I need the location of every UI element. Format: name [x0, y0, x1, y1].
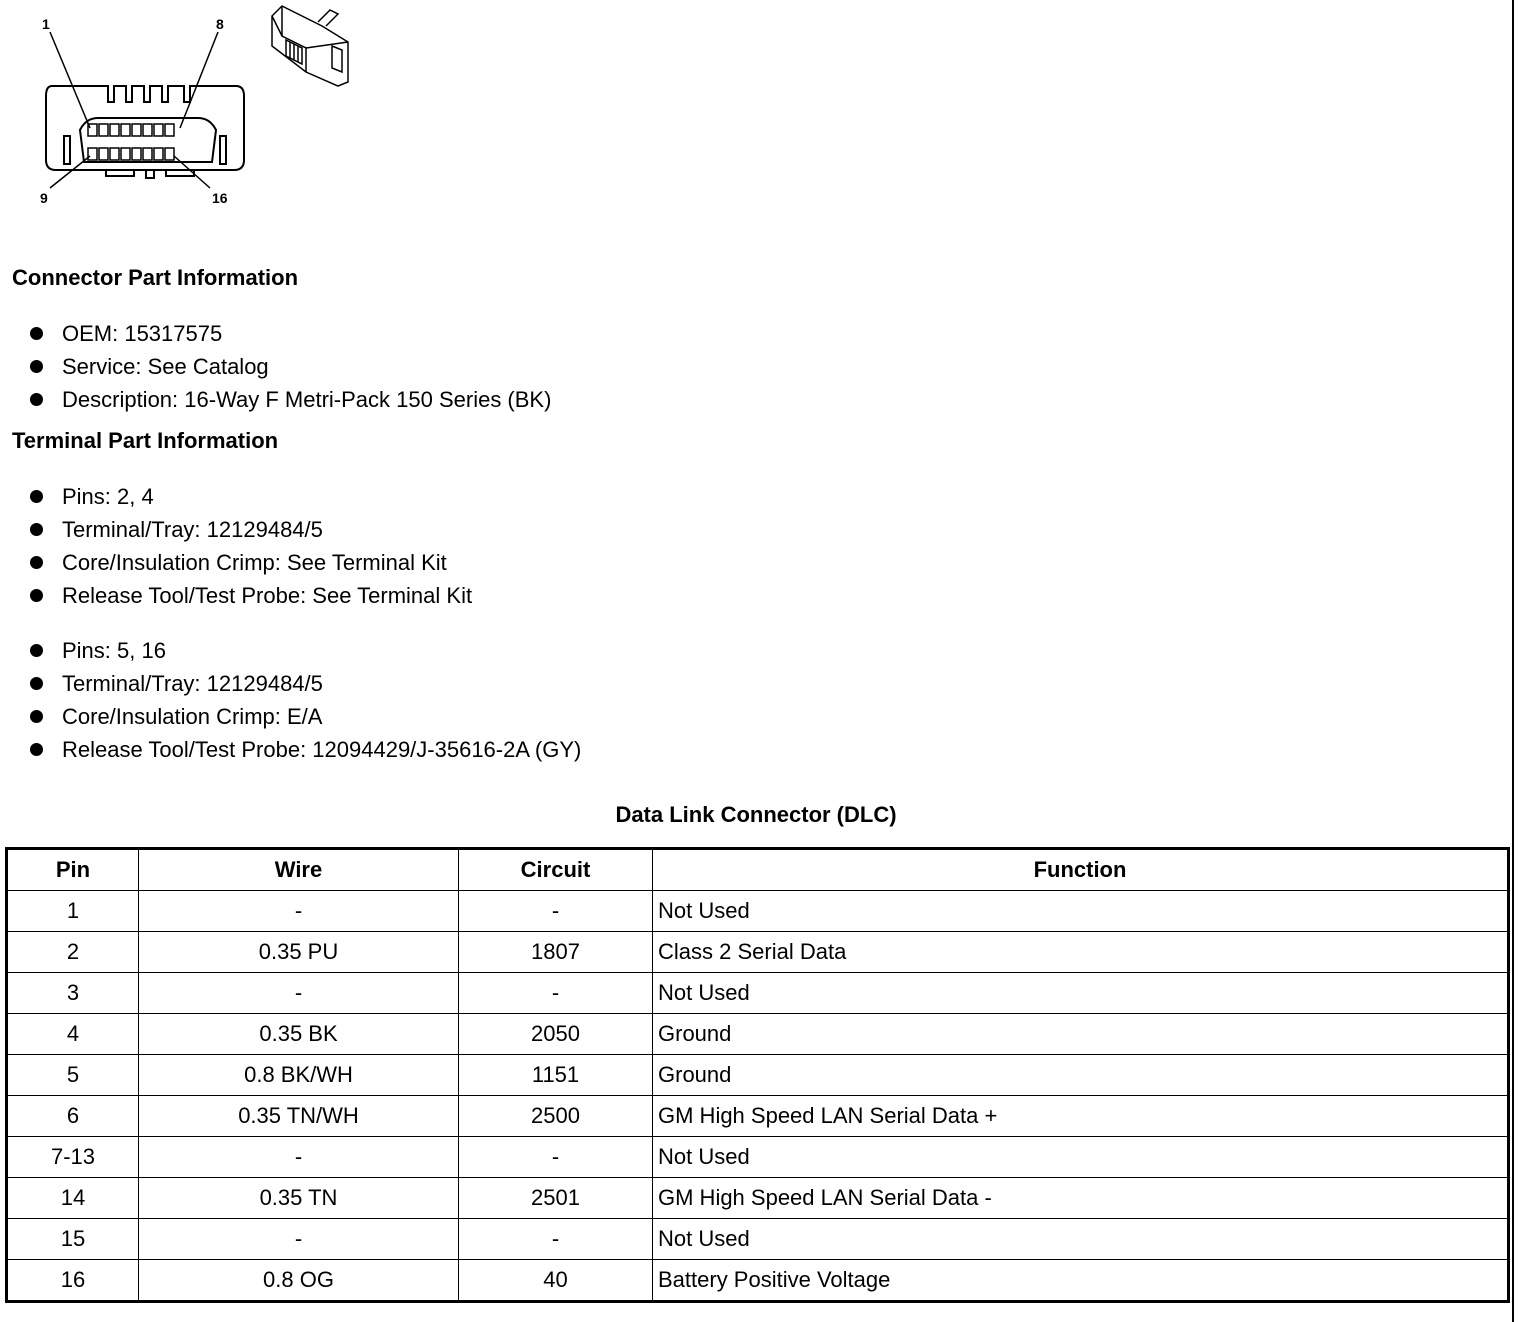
list-item-text: Terminal/Tray: 12129484/5 — [62, 671, 323, 696]
table-header-row — [7, 849, 1509, 891]
cell-wire: 0.8 OG — [139, 1260, 459, 1302]
bullet-icon — [30, 589, 43, 602]
cell-function: Battery Positive Voltage — [653, 1260, 1509, 1302]
bullet-icon — [30, 743, 43, 756]
table-row — [7, 973, 1509, 1014]
cell-pin: 2 — [7, 932, 139, 973]
header-function: Function — [653, 849, 1509, 891]
list-item-text: Core/Insulation Crimp: See Terminal Kit — [62, 550, 447, 575]
cell-circuit: - — [459, 1137, 653, 1178]
cell-circuit: 2500 — [459, 1096, 653, 1137]
cell-pin: 6 — [7, 1096, 139, 1137]
bullet-icon — [30, 644, 43, 657]
bullet-icon — [30, 490, 43, 503]
list-item-text: Service: See Catalog — [62, 354, 269, 379]
cell-circuit: 1151 — [459, 1055, 653, 1096]
cell-circuit: 2501 — [459, 1178, 653, 1219]
table-row — [7, 891, 1509, 932]
pin-8-label: 8 — [216, 16, 224, 32]
list-item — [30, 317, 551, 350]
cell-wire: - — [139, 1137, 459, 1178]
cell-pin: 3 — [7, 973, 139, 1014]
cell-function: Class 2 Serial Data — [653, 932, 1509, 973]
bullet-icon — [30, 360, 43, 373]
dlc-pinout-table — [5, 847, 1510, 1303]
list-item-text: OEM: 15317575 — [62, 321, 223, 346]
pin-1-label: 1 — [42, 16, 50, 32]
bullet-icon — [30, 327, 43, 340]
cell-circuit: - — [459, 1219, 653, 1260]
cell-wire: 0.35 PU — [139, 932, 459, 973]
cell-wire: - — [139, 973, 459, 1014]
cell-wire: 0.35 BK — [139, 1014, 459, 1055]
cell-pin: 16 — [7, 1260, 139, 1302]
bullet-icon — [30, 556, 43, 569]
cell-wire: - — [139, 1219, 459, 1260]
cell-circuit: - — [459, 891, 653, 932]
cell-function: GM High Speed LAN Serial Data + — [653, 1096, 1509, 1137]
cell-function: Not Used — [653, 1219, 1509, 1260]
header-wire: Wire — [139, 849, 459, 891]
cell-wire: 0.8 BK/WH — [139, 1055, 459, 1096]
connector-face-drawing — [30, 10, 270, 210]
table-row — [7, 1178, 1509, 1219]
cell-function: Not Used — [653, 973, 1509, 1014]
list-item-text: Core/Insulation Crimp: E/A — [62, 704, 323, 729]
cell-wire: 0.35 TN — [139, 1178, 459, 1219]
cell-wire: 0.35 TN/WH — [139, 1096, 459, 1137]
cell-circuit: 1807 — [459, 932, 653, 973]
cell-pin: 1 — [7, 891, 139, 932]
table-row — [7, 1055, 1509, 1096]
cell-pin: 4 — [7, 1014, 139, 1055]
list-item — [30, 579, 472, 612]
list-item-text: Pins: 2, 4 — [62, 484, 154, 509]
list-item — [30, 546, 472, 579]
connector-info-list — [30, 317, 551, 416]
list-item — [30, 700, 581, 733]
cell-function: Ground — [653, 1014, 1509, 1055]
list-item-text: Pins: 5, 16 — [62, 638, 166, 663]
list-item — [30, 634, 581, 667]
bullet-icon — [30, 710, 43, 723]
list-item — [30, 513, 472, 546]
cell-circuit: 40 — [459, 1260, 653, 1302]
list-item-text: Release Tool/Test Probe: See Terminal Kit — [62, 583, 473, 608]
cell-function: Not Used — [653, 891, 1509, 932]
cell-function: GM High Speed LAN Serial Data - — [653, 1178, 1509, 1219]
list-item — [30, 667, 581, 700]
page-border-rule — [1512, 0, 1514, 1322]
table-row — [7, 1260, 1509, 1302]
list-item-text: Release Tool/Test Probe: 12094429/J-35616-2A (GY) — [62, 737, 582, 762]
cell-wire: - — [139, 891, 459, 932]
list-item — [30, 480, 472, 513]
header-pin: Pin — [7, 849, 139, 891]
cell-pin: 5 — [7, 1055, 139, 1096]
bullet-icon — [30, 393, 43, 406]
table-row — [7, 932, 1509, 973]
terminal-info-list-1 — [30, 480, 472, 612]
table-row — [7, 1014, 1509, 1055]
list-item — [30, 350, 551, 383]
pin-9-label: 9 — [40, 190, 48, 206]
list-item — [30, 383, 551, 416]
table-row — [7, 1137, 1509, 1178]
pin-16-label: 16 — [212, 190, 228, 206]
terminal-info-list-2 — [30, 634, 581, 766]
table-row — [7, 1219, 1509, 1260]
cell-pin: 7-13 — [7, 1137, 139, 1178]
list-item-text: Terminal/Tray: 12129484/5 — [62, 517, 323, 542]
list-item-text: Description: 16-Way F Metri-Pack 150 Series (BK) — [62, 387, 552, 412]
bullet-icon — [30, 677, 43, 690]
cell-function: Not Used — [653, 1137, 1509, 1178]
table-row — [7, 1096, 1509, 1137]
connector-isometric-drawing — [262, 2, 362, 97]
cell-pin: 15 — [7, 1219, 139, 1260]
cell-circuit: 2050 — [459, 1014, 653, 1055]
cell-pin: 14 — [7, 1178, 139, 1219]
connector-info-heading: Connector Part Information — [12, 265, 299, 290]
connector-isometric-svg — [262, 2, 362, 92]
bullet-icon — [30, 523, 43, 536]
terminal-info-heading: Terminal Part Information — [12, 428, 279, 453]
connector-face-diagram — [30, 10, 270, 210]
cell-circuit: - — [459, 973, 653, 1014]
header-circuit: Circuit — [459, 849, 653, 891]
table-title: Data Link Connector (DLC) — [615, 802, 897, 827]
list-item — [30, 733, 581, 766]
cell-function: Ground — [653, 1055, 1509, 1096]
